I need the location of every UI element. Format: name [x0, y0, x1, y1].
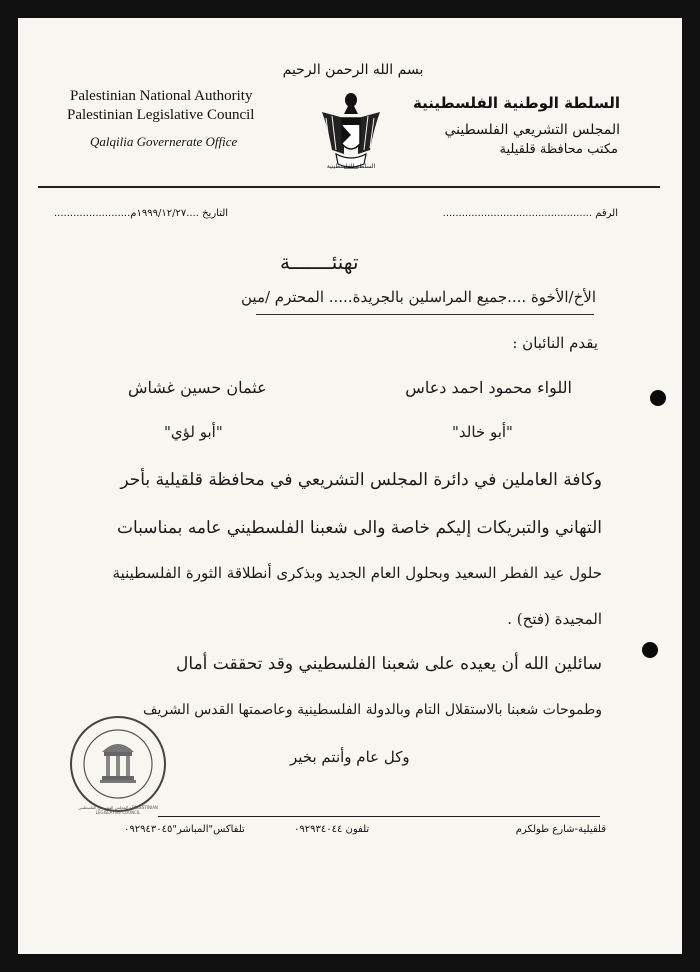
basmala: بسم الله الرحمن الرحيم [282, 62, 424, 78]
sender-name-left: عثمان حسين غشاش [128, 378, 267, 397]
body-line-6: وطموحات شعبنا بالاستقلال التام وبالدولة الفلسطينية وعاصمتها القدس الشريف [143, 702, 602, 718]
salutation-underline [256, 314, 594, 315]
footer-fax: تلفاكس"المباشر"٠٩٢٩٤٣٠٤٥ [124, 824, 245, 835]
arabic-header-line1: السلطة الوطنية الفلسطينية [413, 94, 620, 112]
punch-hole-bottom [642, 642, 658, 658]
english-header-line2: Palestinian Legislative Council [67, 107, 255, 123]
letter-title: تهنئـــــــة [280, 250, 359, 274]
arabic-header-line3: مكتب محافظة قلقيلية [499, 142, 618, 157]
emblem-caption: السلطة الفلسطينية [326, 163, 376, 170]
body-line-1: وكافة العاملين في دائرة المجلس التشريعي في محافظة قلقيلية بأحر [120, 470, 602, 490]
sender-kunya-left: "أبو لؤي" [164, 423, 223, 441]
letter-page [18, 18, 682, 954]
sender-name-right: اللواء محمود احمد دعاس [405, 378, 572, 397]
intro-line: يقدم النائبان : [512, 334, 598, 352]
english-header-line1: Palestinian National Authority [70, 88, 253, 104]
closing-line: وكل عام وأنتم بخير [290, 748, 410, 766]
punch-hole-top [650, 390, 666, 406]
sender-kunya-right: "أبو خالد" [452, 423, 513, 441]
body-line-5: سائلين الله أن يعيده على شعبنا الفلسطيني وقد تحققت أمال [176, 654, 602, 674]
arabic-header-line2: المجلس التشريعي الفلسطيني [444, 122, 620, 138]
footer-address: قلقيلية-شارع طولكرم [515, 824, 606, 835]
salutation-line: الأخ/الأخوة ....جميع المراسلين بالجريدة..... المحترم /مين [241, 288, 596, 306]
stamp-ring-text: المجلس التشريعي الفلسطيني - PALESTINIAN LEGISLATIVE COUNCIL [78, 805, 158, 815]
body-line-2: التهاني والتبريكات إليكم خاصة والى شعبنا الفلسطيني عامه بمناسبات [116, 518, 602, 538]
council-stamp [68, 714, 168, 814]
date-field: التاريخ ....١٩٩٩/١٢/٢٧م........................ [54, 208, 229, 219]
body-line-4: المجيدة (فتح) . [507, 610, 602, 628]
header-divider [38, 186, 660, 188]
footer-divider [158, 816, 600, 817]
body-line-3: حلول عيد الفطر السعيد وبحلول العام الجديد وبذكرى أنطلاقة الثورة الفلسطينية [112, 564, 602, 582]
footer-phone: تلفون ٠٩٢٩٣٤٠٤٤ [294, 824, 370, 835]
english-header-line3: Qalqilia Governerate Office [90, 134, 238, 149]
reference-field: الرقم ............................................... [442, 208, 618, 219]
